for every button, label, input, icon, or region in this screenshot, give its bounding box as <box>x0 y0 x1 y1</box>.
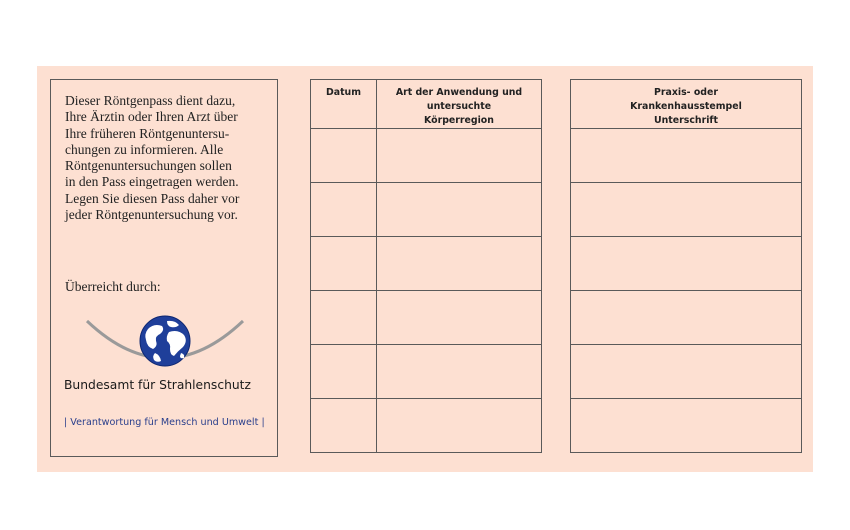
application-cell[interactable] <box>377 183 542 237</box>
header-text: Körperregion <box>424 115 494 126</box>
date-cell[interactable] <box>311 237 377 291</box>
application-cell[interactable] <box>377 237 542 291</box>
stamp-cell[interactable] <box>571 237 802 291</box>
stamp-cell[interactable] <box>571 399 802 453</box>
stamp-cell[interactable] <box>571 129 802 183</box>
table-row <box>571 183 802 237</box>
application-cell[interactable] <box>377 129 542 183</box>
date-cell[interactable] <box>311 345 377 399</box>
table-row <box>571 129 802 183</box>
header-text: Krankenhausstempel <box>630 101 742 112</box>
info-line: Legen Sie diesen Pass daher vor <box>65 190 240 206</box>
date-cell[interactable] <box>311 399 377 453</box>
tagline-bar-left: | <box>64 417 68 428</box>
info-line: in den Pass eingetragen werden. <box>65 174 239 190</box>
tagline-text: Verantwortung für Mensch und Umwelt <box>70 417 259 428</box>
date-cell[interactable] <box>311 129 377 183</box>
table-row <box>311 183 542 237</box>
bfs-globe-logo-icon <box>85 315 245 377</box>
roentgenpass-card <box>37 66 813 472</box>
info-panel <box>50 79 278 457</box>
table-row <box>311 291 542 345</box>
application-cell[interactable] <box>377 345 542 399</box>
stamp-cell[interactable] <box>571 291 802 345</box>
tagline-bar-right: | <box>261 417 265 428</box>
info-line: Röntgenuntersuchungen sollen <box>65 158 232 174</box>
column-header-date <box>311 80 377 129</box>
table-row <box>311 399 542 453</box>
table-header-row <box>311 80 542 129</box>
table-row <box>571 399 802 453</box>
header-text: untersuchte <box>426 101 492 112</box>
stamp-signature-table <box>570 79 802 453</box>
header-text: Art der Anwendung und <box>395 87 523 98</box>
header-text: Praxis- oder <box>654 87 718 98</box>
stamp-cell[interactable] <box>571 345 802 399</box>
info-line: chungen zu informieren. Alle <box>65 141 224 157</box>
table-row <box>571 291 802 345</box>
table-header-row <box>571 80 802 129</box>
info-line: Dieser Röntgenpass dient dazu, <box>65 93 236 108</box>
date-cell[interactable] <box>311 183 377 237</box>
info-line: jeder Röntgenuntersuchung vor. <box>65 207 238 223</box>
date-cell[interactable] <box>311 291 377 345</box>
application-cell[interactable] <box>377 291 542 345</box>
info-text <box>65 93 270 223</box>
table-row <box>311 129 542 183</box>
info-line: Ihre Ärztin oder Ihren Arzt über <box>65 109 238 125</box>
info-line: Ihre früheren Röntgenuntersu- <box>65 125 230 141</box>
table-row <box>571 237 802 291</box>
table-row <box>311 237 542 291</box>
issuer-tagline <box>64 417 265 428</box>
xray-record-table <box>310 79 542 453</box>
table-row <box>571 345 802 399</box>
header-text: Datum <box>325 87 362 98</box>
handed-over-label: Überreicht durch: <box>65 279 161 294</box>
column-header-application <box>377 80 542 129</box>
application-cell[interactable] <box>377 399 542 453</box>
header-text: Unterschrift <box>654 115 718 126</box>
issuer-name: Bundesamt für Strahlenschutz <box>64 378 251 392</box>
table-row <box>311 345 542 399</box>
stamp-cell[interactable] <box>571 183 802 237</box>
column-header-stamp <box>571 80 802 129</box>
